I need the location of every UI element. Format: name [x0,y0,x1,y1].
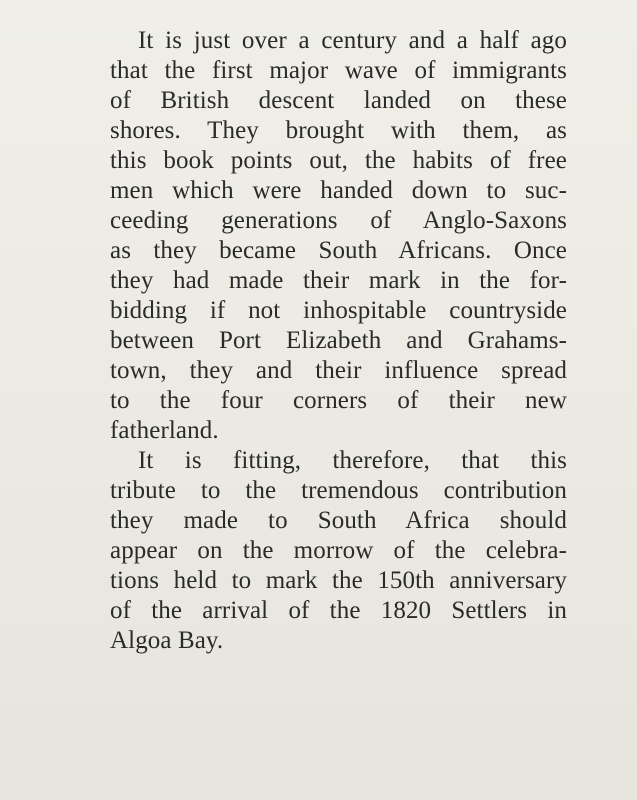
text-line: ceeding generations of Anglo-Saxons [110,207,567,234]
text-line: as they became South Africans. Once [110,237,567,264]
text-block [110,26,567,656]
text-line: they had made their mark in the for- [110,267,567,294]
text-line: bidding if not inhospitable countryside [110,297,567,324]
text-line: this book points out, the habits of free [110,147,567,174]
text-line: of British descent landed on these [110,87,567,114]
text-line: appear on the morrow of the celebra- [110,537,567,564]
text-line: tribute to the tremendous contribution [110,477,567,504]
text-line: It is just over a century and a half ago [138,27,567,54]
paragraph-2 [110,446,567,656]
text-line: It is fitting, therefore, that this [138,447,567,474]
text-line: they made to South Africa should [110,507,567,534]
text-line: fatherland. [110,417,219,444]
text-line: town, they and their influence spread [110,357,567,384]
text-line: that the first major wave of immigrants [110,57,567,84]
text-line: men which were handed down to suc- [110,177,567,204]
text-line: shores. They brought with them, as [110,117,567,144]
text-line: to the four corners of their new [110,387,567,414]
paragraph-1 [110,26,567,446]
text-line: tions held to mark the 150th anniversary [110,567,567,594]
text-line: between Port Elizabeth and Grahams- [110,327,567,354]
text-line: of the arrival of the 1820 Settlers in [110,597,567,624]
text-line: Algoa Bay. [110,627,224,654]
